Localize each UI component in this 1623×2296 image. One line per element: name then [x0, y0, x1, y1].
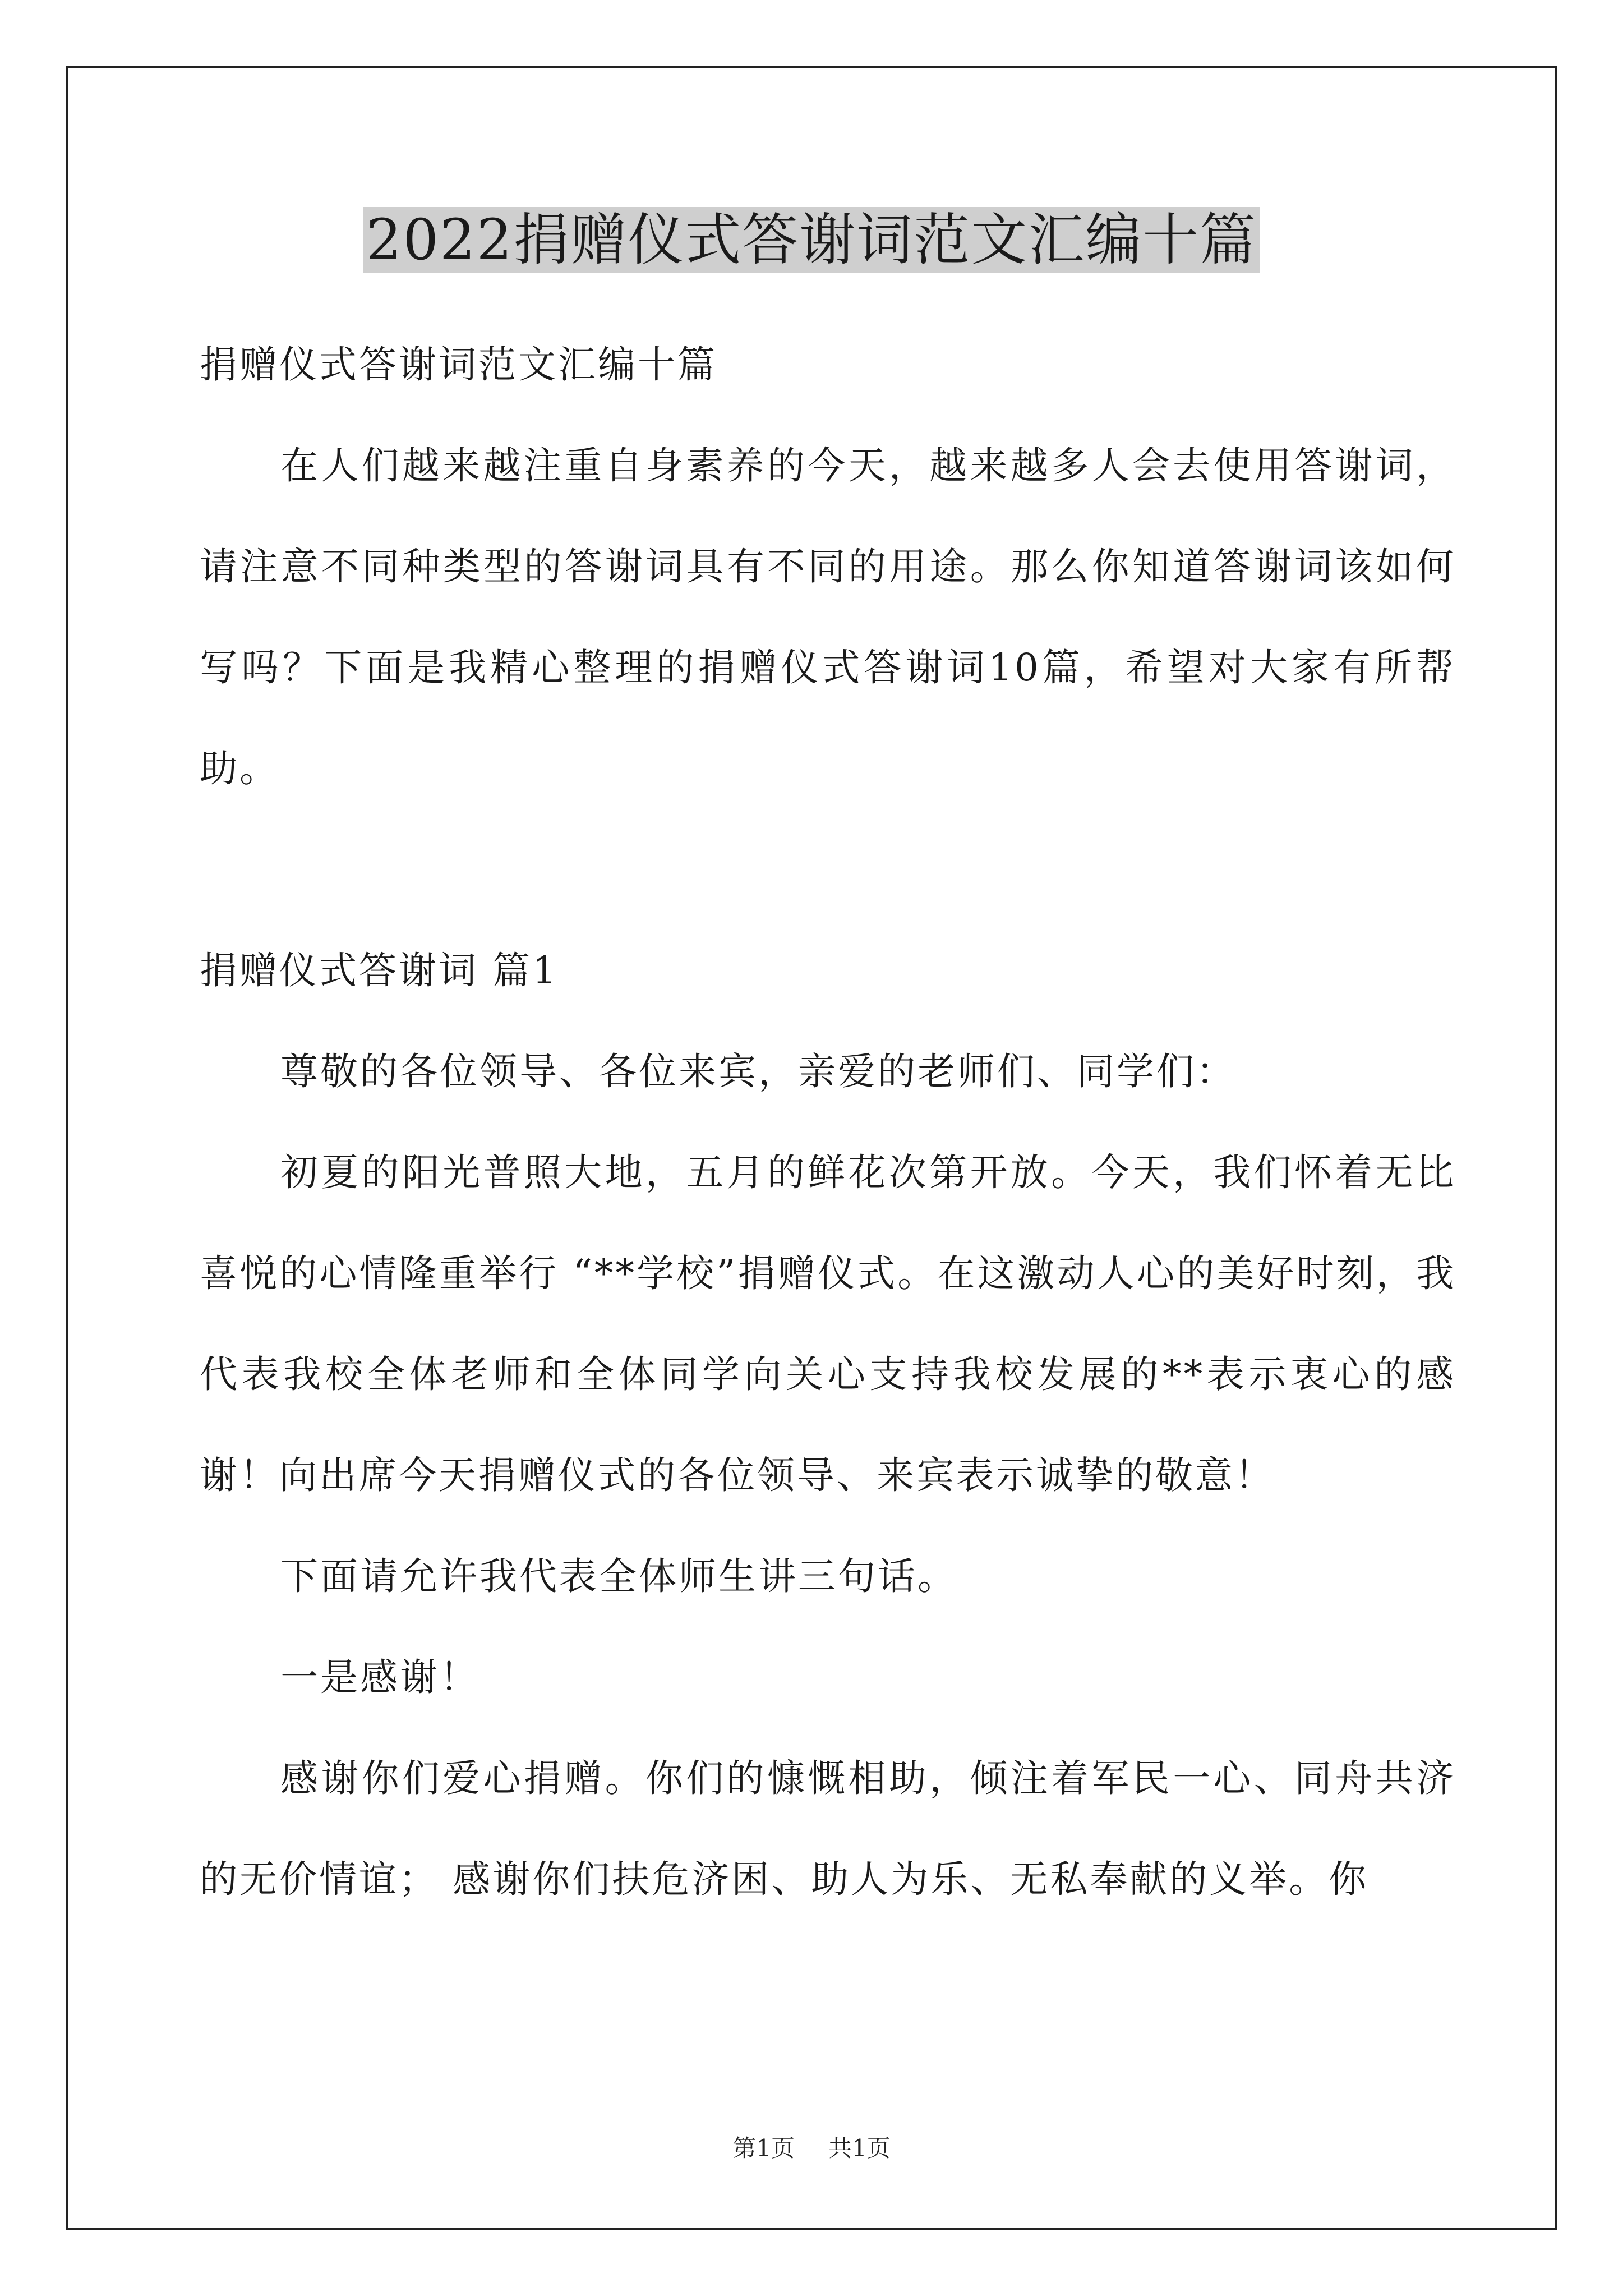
body-paragraph: 感谢你们爱心捐赠。你们的慷慨相助，倾注着军民一心、同舟共济的无价情谊； 感谢你们扶危济困、助人为乐、无私奉献的义举。你 — [200, 1756, 1456, 1901]
page-number: 第1页 — [732, 2134, 795, 2162]
intro-paragraph: 在人们越来越注重自身素养的今天，越来越多人会去使用答谢词，请注意不同种类型的答谢词具有不同的用途。那么你知道答谢词该如何写吗？下面是我精心整理的捐赠仪式答谢词10篇，希望对大家有所帮助。 — [200, 444, 1456, 790]
body-paragraph: 下面请允许我代表全体师生讲三句话。 — [280, 1554, 957, 1598]
document-title-text: 2022捐赠仪式答谢词范文汇编十篇 — [363, 207, 1261, 273]
section-heading: 捐赠仪式答谢词 篇1 — [200, 949, 559, 992]
document-title — [0, 201, 1623, 279]
body-paragraph: 初夏的阳光普照大地，五月的鲜花次第开放。今天，我们怀着无比喜悦的心情隆重举行 “**学校”捐赠仪式。在这激动人心的美好时刻，我代表我校全体老师和全体同学向关心支持我校发展的**表示衷心的感谢！向出席今天捐赠仪式的各位领导、来宾表示诚挚的敬意！ — [200, 1151, 1456, 1497]
document-body — [200, 314, 1456, 1930]
page-footer — [0, 2132, 1623, 2165]
page-total: 共1页 — [828, 2134, 891, 2162]
document-subtitle: 捐赠仪式答谢词范文汇编十篇 — [200, 343, 717, 386]
body-paragraph: 一是感谢！ — [280, 1655, 479, 1699]
body-paragraph: 尊敬的各位领导、各位来宾，亲爱的老师们、同学们： — [280, 1050, 1236, 1093]
